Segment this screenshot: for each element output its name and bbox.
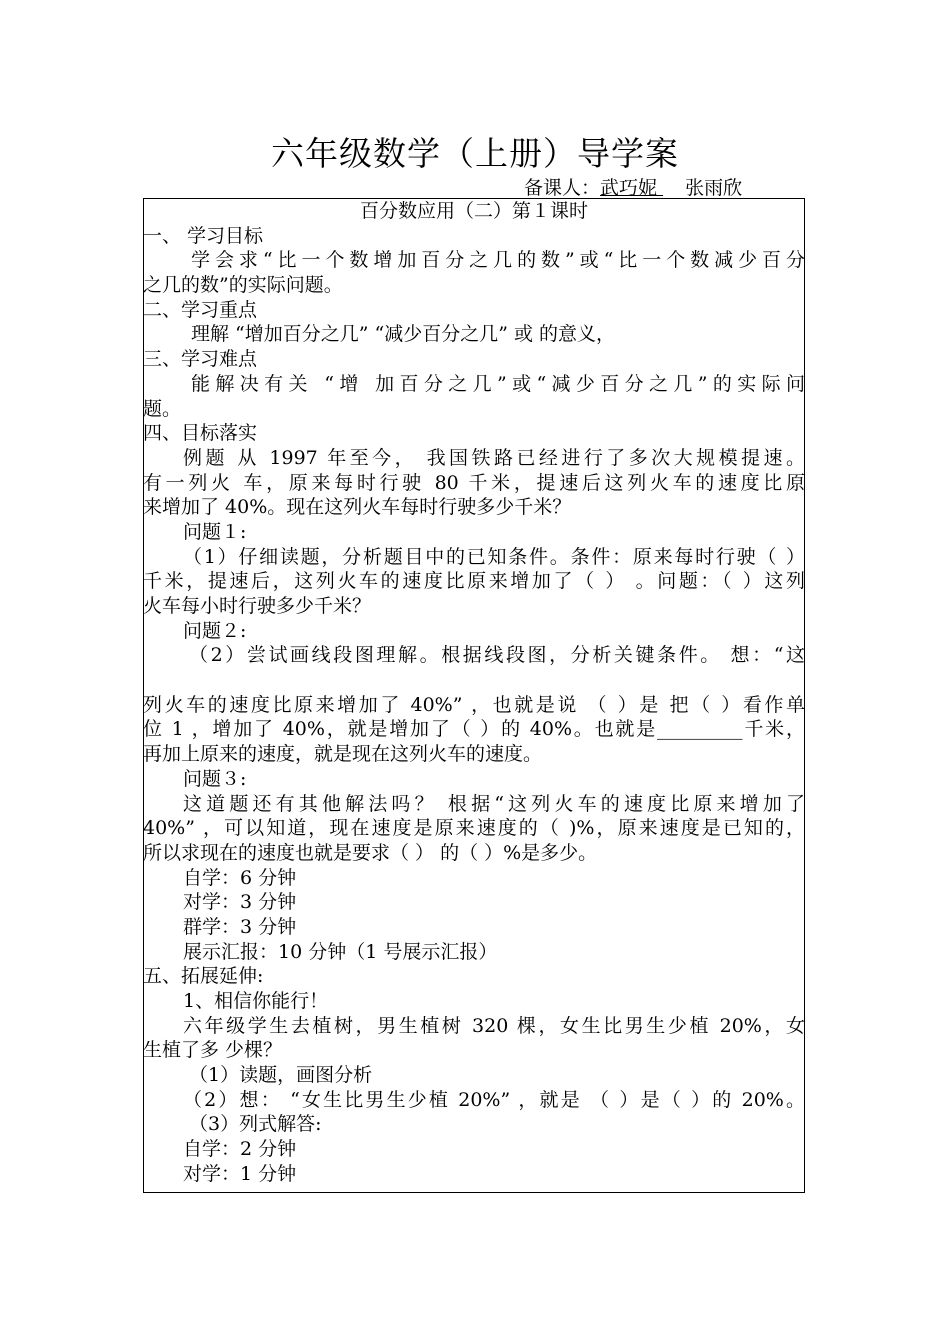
extension-line-2: 生植了多 少棵？	[143, 1039, 283, 1062]
author-line	[524, 173, 742, 200]
goals-line-1: 学会求“比一个数增加百分之几的数”或“比一个数减少百分	[191, 249, 805, 272]
author-name-1: 武巧妮	[600, 177, 664, 199]
difficulty-line-2: 题。	[143, 397, 182, 420]
section-extension-title: 五、拓展延伸:	[143, 965, 264, 988]
time-presentation: 展示汇报：10 分钟（1 号展示汇报）	[183, 940, 498, 963]
author-label: 备课人：	[524, 177, 601, 199]
question-3-line-3: 所以求现在的速度也就是要求（ ） 的（ ）%是多少。	[143, 841, 598, 864]
question-2-line-3: 位 1 ，增加了 40%，就是增加了（ ）的 40%。也就是_________千米，	[143, 718, 805, 741]
page-title: 六年级数学（上册）导学案	[271, 134, 679, 173]
goals-line-2: 之几的数”的实际问题。	[143, 274, 343, 297]
question-2-line-2: 列火车的速度比原来增加了 40%” ，也就是说 （ ）是 把（ ）看作单	[143, 693, 805, 716]
extension-step-3: （3）列式解答:	[189, 1113, 322, 1136]
difficulty-line-1: 能解决有关 “增 加百分之几”或“减少百分之几”的实际问	[191, 372, 805, 395]
question-3-line-1: 这道题还有其他解法吗？ 根据“这列火车的速度比原来增加了	[183, 792, 805, 815]
question-2-line-4: 再加上原来的速度，就是现在这列火车的速度。	[143, 743, 543, 766]
extension-line-1: 六年级学生去植树，男生植树 320 棵，女生比男生少植 20%，女	[183, 1014, 805, 1037]
extension-heading: 1、相信你能行！	[183, 990, 329, 1012]
extension-time-self: 自学：2 分钟	[183, 1138, 297, 1161]
author-name-2: 张雨欣	[685, 177, 743, 199]
time-self-study: 自学：6 分钟	[183, 866, 297, 889]
extension-step-2: （2）想： “女生比男生少植 20%” ，就是 （ ）是（ ）的 20%。	[183, 1088, 805, 1111]
question-2-label: 问题２:	[183, 619, 247, 642]
section-goals-title: 一、 学习目标	[143, 224, 264, 247]
section-practice-title: 四、目标落实	[143, 422, 258, 445]
lesson-heading: 百分数应用（二）第１课时	[359, 200, 588, 222]
example-line-1: 例题 从 1997 年至今， 我国铁路已经进行了多次大规模提速。	[183, 446, 805, 469]
example-line-3: 来增加了 40%。现在这列火车每时行驶多少千米？	[143, 496, 572, 519]
question-3-line-2: 40%” ，可以知道，现在速度是原来速度的（ )%，原来速度是已知的，	[143, 817, 805, 840]
section-difficulty-title: 三、学习难点	[143, 348, 258, 371]
question-1-line-1: （1）仔细读题，分析题目中的已知条件。条件：原来每时行驶（ ）	[183, 545, 805, 568]
extension-step-1: （1）读题，画图分析	[189, 1064, 373, 1087]
question-2-line-1: （2）尝试画线段图理解。根据线段图，分析关键条件。 想：“这	[189, 644, 805, 667]
question-3-label: 问题３:	[183, 767, 247, 790]
question-1-label: 问题１:	[183, 520, 247, 543]
focus-line-1: 理解 “增加百分之几” “减少百分之几” 或 的意义，	[191, 323, 616, 346]
lesson-content	[143, 199, 805, 1187]
section-focus-title: 二、学习重点	[143, 298, 258, 321]
question-1-line-2: 千米，提速后，这列火车的速度比原来增加了（ ） 。问题：（ ）这列	[143, 570, 805, 593]
extension-time-pair: 对学：1 分钟	[183, 1162, 297, 1185]
time-group-study: 群学：3 分钟	[183, 915, 297, 938]
example-line-2: 有一列火 车，原来每时行驶 80 千米，提速后这列火车的速度比原	[143, 471, 805, 494]
question-1-line-3: 火车每小时行驶多少千米？	[143, 595, 372, 617]
time-pair-study: 对学：3 分钟	[183, 891, 297, 914]
